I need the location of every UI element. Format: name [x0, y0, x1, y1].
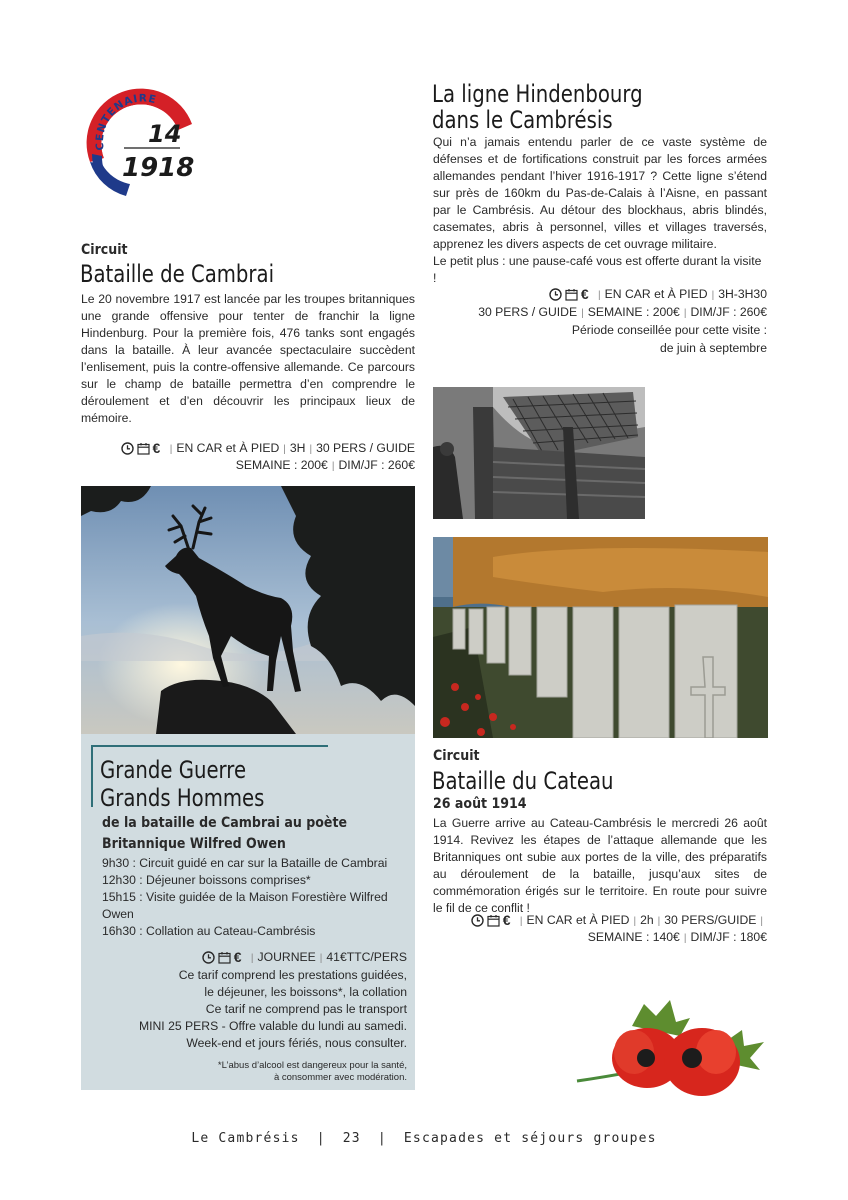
grande-guerre-side-rule [91, 745, 93, 807]
cateau-price-sunday: DIM/JF : 180€ [690, 930, 767, 944]
schedule-item: 9h30 : Circuit guidé en car sur la Bataille de Cambrai [102, 856, 388, 870]
cambrai-price-sunday: DIM/JF : 260€ [338, 458, 415, 472]
grande-guerre-icons [202, 951, 242, 964]
logo-year-top: 14 [148, 120, 182, 148]
footer-region: Le Cambrésis [191, 1131, 300, 1146]
cateau-group: 30 PERS/GUIDE [664, 913, 757, 927]
cateau-price-week: SEMAINE : 140€ [587, 930, 680, 944]
alcohol-disclaimer-line2: à consommer avec modération. [273, 1072, 407, 1083]
note-line: le déjeuner, les boissons*, la collation [204, 985, 407, 999]
hindenburg-period-value: de juin à septembre [659, 341, 767, 355]
calendar-icon [137, 442, 150, 455]
euro-icon: € [580, 286, 589, 303]
schedule-item: 12h30 : Déjeuner boissons comprises* [102, 873, 311, 887]
cambrai-info-line2: SEMAINE : 200€ | DIM/JF : 260€ [235, 458, 415, 472]
hindenburg-duration: 3H-3H30 [718, 287, 767, 301]
cambrai-body: Le 20 novembre 1917 est lancée par les troupes britanniques une grande offensive pour tenter de franchir la ligne Hindenburg. Pour la première fois, 476 tanks sont engagés dans la bataille. À leur avancée spectaculaire succèdent l’enlisement, puis la contre-offensive allemande. Ce parcours sur le champ de bataille permettra d’en comprendre le déroulement et d’en découvrir les principaux lieux de mémoire. [81, 292, 415, 425]
cemetery-photo [433, 537, 768, 738]
calendar-icon [487, 914, 500, 927]
hindenburg-price-week: SEMAINE : 200€ [587, 305, 680, 319]
grande-guerre-subtitle-line1: de la bataille de Cambrai au poète [102, 815, 348, 831]
hindenburg-price-sunday: DIM/JF : 260€ [690, 305, 767, 319]
hindenburg-period-label: Période conseillée pour cette visite : [571, 323, 767, 337]
clock-icon [121, 442, 134, 455]
grande-guerre-top-rule [91, 745, 328, 747]
cateau-kicker: Circuit [433, 748, 480, 764]
cambrai-icons [121, 442, 161, 455]
hindenburg-group: 30 PERS / GUIDE [478, 305, 578, 319]
grande-guerre-info-line1: € | JOURNEE | 41€TTC/PERS [100, 949, 407, 967]
grande-guerre-duration: JOURNEE [257, 950, 316, 964]
note-line: MINI 25 PERS - Offre valable du lundi au samedi. [138, 1019, 407, 1033]
cateau-duration: 2h [640, 913, 654, 927]
page-footer: Le Cambrésis | 23 | Escapades et séjours groupes [191, 1131, 657, 1146]
cateau-info-line2: SEMAINE : 140€ | DIM/JF : 180€ [587, 930, 767, 944]
cambrai-price-week: SEMAINE : 200€ [235, 458, 328, 472]
schedule-item: 16h30 : Collation au Cateau-Cambrésis [102, 924, 316, 938]
cateau-icons [471, 914, 511, 927]
cambrai-group: 30 PERS / GUIDE [316, 441, 415, 455]
cambrai-duration: 3H [289, 441, 306, 455]
hindenburg-transport: EN CAR et À PIED [604, 287, 708, 301]
calendar-icon [218, 951, 231, 964]
caribou-memorial-photo [81, 486, 415, 734]
hindenburg-info-line2: 30 PERS / GUIDE | SEMAINE : 200€ | DIM/JF : 260€ [478, 305, 767, 319]
grande-guerre-title-line2: Grands Hommes [100, 784, 265, 812]
grande-guerre-schedule [102, 855, 402, 940]
note-line: Ce tarif ne comprend pas le transport [205, 1002, 407, 1016]
euro-icon: € [502, 912, 511, 929]
hindenburg-title-line1: La ligne Hindenbourg [432, 80, 643, 108]
clock-icon [202, 951, 215, 964]
grande-guerre-title-line1: Grande Guerre [100, 756, 247, 784]
calendar-icon [565, 288, 578, 301]
hindenburg-title-line2: dans le Cambrésis [432, 106, 613, 134]
hindenburg-icons [549, 288, 589, 301]
footer-page-number: 23 [342, 1131, 361, 1146]
logo-year-bottom: 1918 [122, 153, 195, 183]
cateau-body: La Guerre arrive au Cateau-Cambrésis le mercredi 26 août 1914. Revivez les étapes de l’attaque allemande que les Britanniques ont subie aux portes de la ville, des préparatifs au déroulement de la bataille, jusqu’aux sites de commémoration érigés sur le territoire. En route pour suivre le fil de ce conflit ! [433, 816, 767, 915]
cambrai-transport: EN CAR et À PIED [176, 441, 280, 455]
alcohol-disclaimer-line1: *L’abus d’alcool est dangereux pour la santé, [217, 1060, 407, 1071]
clock-icon [471, 914, 484, 927]
note-line: Week-end et jours fériés, nous consulter. [186, 1036, 407, 1050]
centenaire-logo [82, 84, 200, 202]
note-line: Ce tarif comprend les prestations guidées, [178, 968, 407, 982]
hindenburg-bonus: Le petit plus : une pause-café vous est offerte durant la visite ! [433, 254, 762, 285]
grande-guerre-notes [100, 967, 407, 1052]
trench-photo [433, 387, 645, 519]
cateau-transport: EN CAR et À PIED [526, 913, 630, 927]
cateau-title: Bataille du Cateau [432, 767, 614, 795]
hindenburg-body: Qui n’a jamais entendu parler de ce vaste système de défenses et de fortifications construit par les forces armées allemandes pendant l’hiver 1916-1917 ? Cette ligne s’étend sur près de 160km du Pas-de-Calais à l’Aisne, en passant par le Cambrésis. Au détour des blockhaus, abris blindés, casemates, abris à personnel, villes et villages traversés, apprenez les divers aspects de cet ouvrage militaire. [433, 135, 767, 251]
grande-guerre-subtitle-line2: Britannique Wilfred Owen [102, 836, 286, 852]
schedule-item: 15h15 : Visite guidée de la Maison Forestière Wilfred Owen [102, 890, 388, 921]
cambrai-info-line1: € | EN CAR et À PIED | 3H | 30 PERS / GUIDE [81, 440, 415, 458]
cateau-date: 26 août 1914 [433, 796, 527, 812]
cambrai-title: Bataille de Cambrai [80, 260, 275, 288]
euro-icon: € [152, 440, 161, 457]
cateau-info-line1: € | EN CAR et À PIED | 2h | 30 PERS/GUIDE | [433, 912, 767, 930]
footer-section: Escapades et séjours groupes [403, 1131, 657, 1146]
euro-icon: € [233, 949, 242, 966]
poppy-flowers-illustration [572, 996, 772, 1114]
logo-arc-text: CENTENAIRE [93, 92, 158, 152]
cambrai-kicker: Circuit [81, 242, 128, 258]
hindenburg-info-line1: € | EN CAR et À PIED | 3H-3H30 [433, 286, 767, 304]
grande-guerre-price: 41€TTC/PERS [326, 950, 407, 964]
clock-icon [549, 288, 562, 301]
